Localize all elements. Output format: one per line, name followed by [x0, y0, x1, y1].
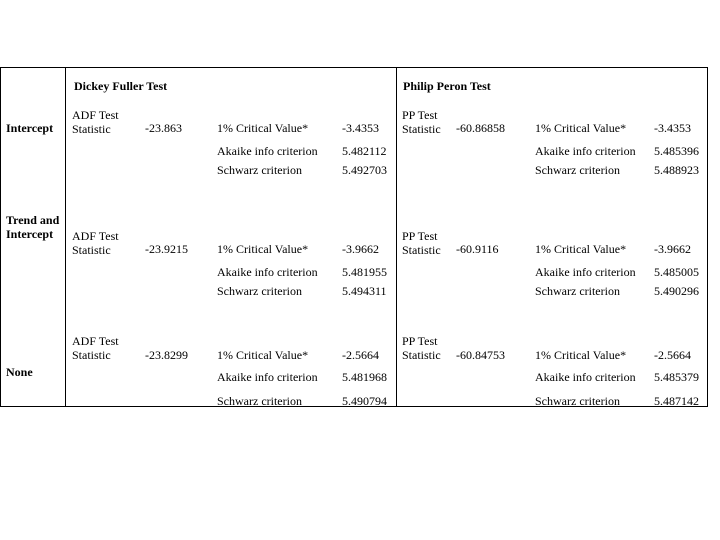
pp-schwarz-label: Schwarz criterion: [535, 163, 620, 177]
pp-statistic-label: PP Test Statistic: [402, 108, 441, 136]
header-dickey-fuller: Dickey Fuller Test: [74, 79, 168, 93]
pp-critical-label: 1% Critical Value*: [535, 121, 627, 135]
column-divider-middle: [396, 67, 397, 407]
header-philip-peron: Philip Peron Test: [403, 79, 491, 93]
adf-statistic-label: ADF Test Statistic: [72, 229, 119, 257]
pp-critical-label: 1% Critical Value*: [535, 348, 627, 362]
pp-statistic-value: -60.86858: [456, 121, 505, 135]
adf-akaike-label: Akaike info criterion: [217, 265, 318, 279]
adf-critical-value: -3.9662: [342, 242, 379, 256]
adf-critical-label: 1% Critical Value*: [217, 348, 309, 362]
adf-statistic-label: ADF Test Statistic: [72, 334, 119, 362]
pp-akaike-label: Akaike info criterion: [535, 370, 636, 384]
adf-schwarz-value: 5.490794: [342, 394, 387, 408]
adf-critical-value: -2.5664: [342, 348, 379, 362]
adf-critical-label: 1% Critical Value*: [217, 121, 309, 135]
pp-akaike-value: 5.485396: [654, 144, 699, 158]
adf-critical-label: 1% Critical Value*: [217, 242, 309, 256]
adf-akaike-label: Akaike info criterion: [217, 144, 318, 158]
pp-statistic-label: PP Test Statistic: [402, 229, 441, 257]
row-label-none: None: [6, 365, 33, 379]
adf-schwarz-value: 5.492703: [342, 163, 387, 177]
pp-akaike-value: 5.485005: [654, 265, 699, 279]
row-label-intercept: Intercept: [6, 121, 54, 135]
pp-akaike-label: Akaike info criterion: [535, 144, 636, 158]
pp-akaike-label: Akaike info criterion: [535, 265, 636, 279]
adf-schwarz-label: Schwarz criterion: [217, 284, 302, 298]
adf-statistic-value: -23.9215: [145, 242, 188, 256]
adf-akaike-value: 5.482112: [342, 144, 387, 158]
adf-schwarz-value: 5.494311: [342, 284, 387, 298]
pp-statistic-value: -60.9116: [456, 242, 499, 256]
pp-schwarz-value: 5.488923: [654, 163, 699, 177]
pp-statistic-label: PP Test Statistic: [402, 334, 441, 362]
column-divider-left: [65, 67, 66, 407]
adf-akaike-value: 5.481955: [342, 265, 387, 279]
pp-critical-value: -3.9662: [654, 242, 691, 256]
row-label-trend-and-intercept: Trend and Intercept: [6, 213, 60, 241]
pp-schwarz-label: Schwarz criterion: [535, 284, 620, 298]
pp-schwarz-label: Schwarz criterion: [535, 394, 620, 408]
adf-statistic-label: ADF Test Statistic: [72, 108, 119, 136]
adf-akaike-label: Akaike info criterion: [217, 370, 318, 384]
pp-critical-value: -3.4353: [654, 121, 691, 135]
adf-statistic-value: -23.863: [145, 121, 182, 135]
pp-statistic-value: -60.84753: [456, 348, 505, 362]
pp-critical-label: 1% Critical Value*: [535, 242, 627, 256]
adf-critical-value: -3.4353: [342, 121, 379, 135]
adf-statistic-value: -23.8299: [145, 348, 188, 362]
adf-akaike-value: 5.481968: [342, 370, 387, 384]
pp-schwarz-value: 5.490296: [654, 284, 699, 298]
adf-schwarz-label: Schwarz criterion: [217, 163, 302, 177]
pp-schwarz-value: 5.487142: [654, 394, 699, 408]
adf-schwarz-label: Schwarz criterion: [217, 394, 302, 408]
pp-critical-value: -2.5664: [654, 348, 691, 362]
pp-akaike-value: 5.485379: [654, 370, 699, 384]
